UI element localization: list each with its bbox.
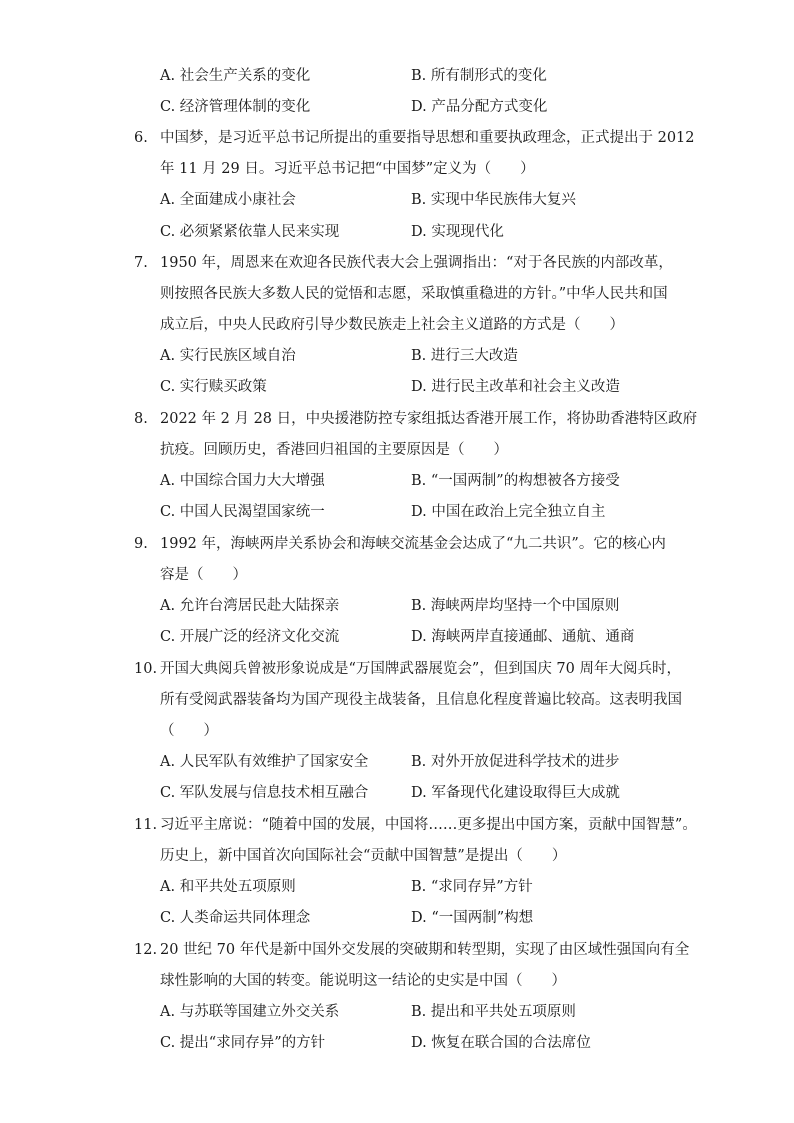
q10-stem-line-1: 开国大典阅兵曾被形象说成是“万国牌武器展览会”，但到国庆 70 周年大阅兵时， [160, 661, 681, 677]
q10-stem-line-3: （ ） [160, 723, 218, 739]
q12-option-d: D. 恢复在联合国的合法席位 [411, 1035, 591, 1051]
q12-stem-line-2: 球性影响的大国的转变。能说明这一结论的史实是中国（ ） [160, 973, 566, 989]
q10-stem-line-2: 所有受阅武器装备均为国产现役主战装备，且信息化程度普遍比较高。这表明我国 [160, 692, 682, 708]
q6-option-c: C. 必须紧紧依靠人民来实现 [160, 224, 340, 240]
q6-number: 6. [134, 130, 148, 146]
q5-option-c: C. 经济管理体制的变化 [160, 99, 311, 115]
q12-stem-line-1: 20 世纪 70 年代是新中国外交发展的突破期和转型期，实现了由区域性强国向有全 [160, 942, 690, 958]
q11-option-c: C. 人类命运共同体理念 [160, 910, 311, 926]
q7-stem-line-3: 成立后，中央人民政府引导少数民族走上社会主义道路的方式是（ ） [160, 317, 624, 333]
q5-option-a: A. 社会生产关系的变化 [160, 68, 311, 84]
q9-number: 9. [134, 536, 148, 552]
q8-option-a: A. 中国综合国力大大增强 [160, 473, 325, 489]
q7-option-c: C. 实行赎买政策 [160, 379, 267, 395]
q11-option-b: B. “求同存异”方针 [411, 879, 533, 895]
q10-option-b: B. 对外开放促进科学技术的进步 [411, 754, 620, 770]
q7-stem-line-1: 1950 年，周恩来在欢迎各民族代表大会上强调指出：“对于各民族的内部改革， [160, 255, 673, 271]
q10-number: 10. [134, 661, 158, 677]
q10-option-d: D. 军备现代化建设取得巨大成就 [411, 785, 620, 801]
q6-option-a: A. 全面建成小康社会 [160, 192, 296, 208]
q11-stem-line-2: 历史上，新中国首次向国际社会“贡献中国智慧”是提出（ ） [160, 848, 567, 864]
q6-stem-line-2: 年 11 月 29 日。习近平总书记把“中国梦”定义为（ ） [160, 161, 535, 177]
q9-option-b: B. 海峡两岸均坚持一个中国原则 [411, 598, 620, 614]
q5-option-b: B. 所有制形式的变化 [411, 68, 547, 84]
q8-option-b: B. “一国两制”的构想被各方接受 [411, 473, 620, 489]
q11-number: 11. [134, 817, 158, 833]
q6-option-b: B. 实现中华民族伟大复兴 [411, 192, 576, 208]
q11-option-a: A. 和平共处五项原则 [160, 879, 296, 895]
q11-option-d: D. “一国两制”构想 [411, 910, 534, 926]
q8-option-d: D. 中国在政治上完全独立自主 [411, 504, 606, 520]
q12-number: 12. [134, 942, 158, 958]
q7-stem-line-2: 则按照各民族大多数人民的觉悟和志愿，采取慎重稳进的方针。”中华人民共和国 [160, 286, 668, 302]
q7-number: 7. [134, 255, 148, 271]
q6-stem-line-1: 中国梦，是习近平总书记所提出的重要指导思想和重要执政理念，正式提出于 2012 [160, 130, 695, 146]
q12-option-a: A. 与苏联等国建立外交关系 [160, 1004, 340, 1020]
q12-option-b: B. 提出和平共处五项原则 [411, 1004, 576, 1020]
q9-stem-line-1: 1992 年，海峡两岸关系协会和海峡交流基金会达成了“九二共识”。它的核心内 [160, 536, 666, 552]
q5-option-d: D. 产品分配方式变化 [411, 99, 548, 115]
q9-option-c: C. 开展广泛的经济文化交流 [160, 629, 340, 645]
q7-option-a: A. 实行民族区域自治 [160, 348, 296, 364]
q8-option-c: C. 中国人民渴望国家统一 [160, 504, 325, 520]
q7-option-d: D. 进行民主改革和社会主义改造 [411, 379, 620, 395]
q8-number: 8. [134, 411, 148, 427]
q11-stem-line-1: 习近平主席说：“随着中国的发展，中国将……更多提出中国方案，贡献中国智慧”。 [160, 817, 697, 833]
q10-option-c: C. 军队发展与信息技术相互融合 [160, 785, 369, 801]
q10-option-a: A. 人民军队有效维护了国家安全 [160, 754, 369, 770]
q8-stem-line-1: 2022 年 2 月 28 日，中央援港防控专家组抵达香港开展工作，将协助香港特区政府 [160, 411, 698, 427]
q7-option-b: B. 进行三大改造 [411, 348, 518, 364]
q9-option-d: D. 海峡两岸直接通邮、通航、通商 [411, 629, 635, 645]
q9-stem-line-2: 容是（ ） [160, 567, 247, 583]
q6-option-d: D. 实现现代化 [411, 224, 504, 240]
q9-option-a: A. 允许台湾居民赴大陆探亲 [160, 598, 340, 614]
q12-option-c: C. 提出“求同存异”的方针 [160, 1035, 326, 1051]
q8-stem-line-2: 抗疫。回顾历史，香港回归祖国的主要原因是（ ） [160, 442, 508, 458]
